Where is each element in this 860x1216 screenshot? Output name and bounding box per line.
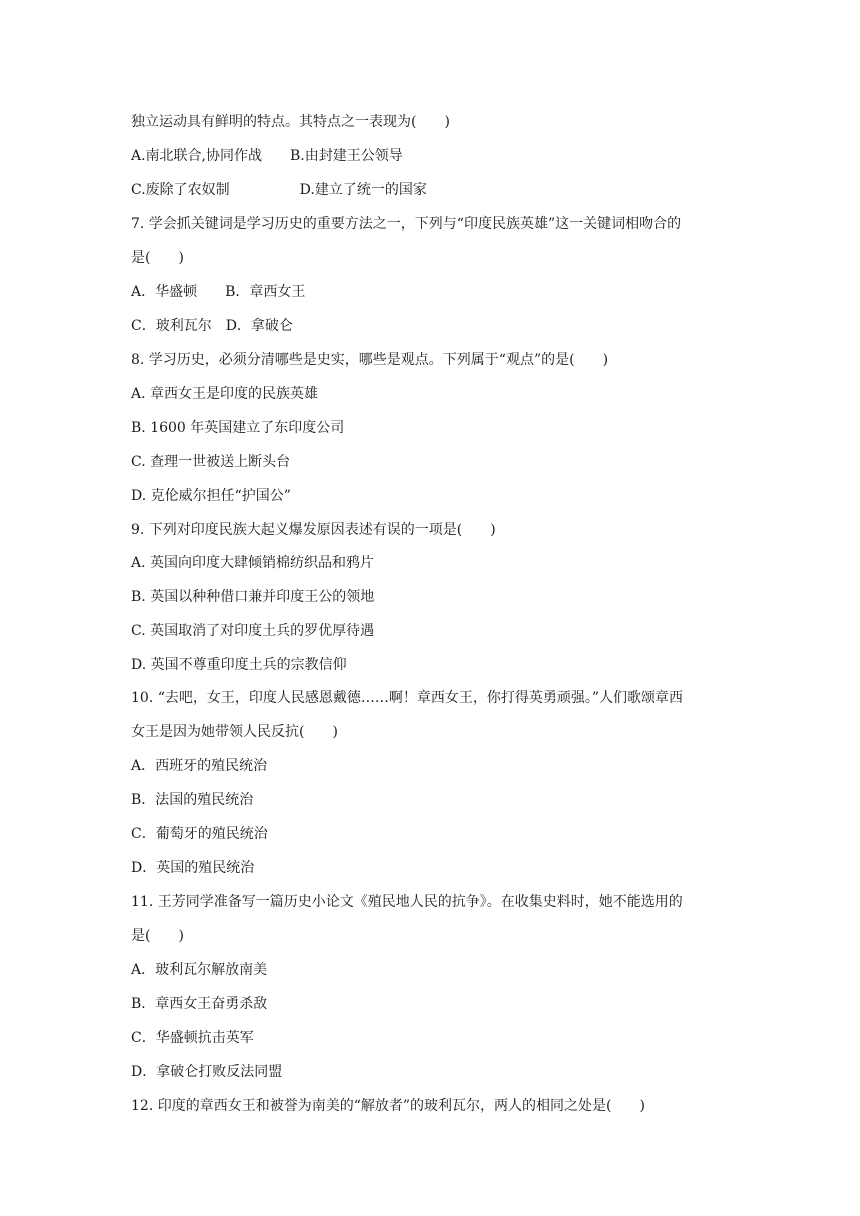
question-8-option-b: B. 1600 年英国建立了东印度公司	[131, 420, 345, 436]
question-9-option-a: A. 英国向印度大肆倾销棉纺织品和鸦片	[131, 555, 375, 571]
question-6-options-cd: C.废除了农奴制 D.建立了统一的国家	[131, 182, 427, 198]
question-10-stem-continued: 女王是因为她带领人民反抗( )	[131, 724, 338, 740]
question-12-stem: 12. 印度的章西女王和被誉为南美的“解放者”的玻利瓦尔，两人的相同之处是( )	[131, 1098, 645, 1114]
question-6-stem-continued: 独立运动具有鲜明的特点。其特点之一表现为( )	[131, 114, 450, 130]
question-7-options-cd: C．玻利瓦尔 D．拿破仑	[131, 318, 293, 334]
question-11-option-b: B．章西女王奋勇杀敌	[131, 996, 268, 1012]
question-9-option-c: C. 英国取消了对印度土兵的罗优厚待遇	[131, 623, 375, 639]
question-11-stem: 11. 王芳同学准备写一篇历史小论文《殖民地人民的抗争》。在收集史料时，她不能选用的	[131, 894, 683, 910]
question-6-options-ab: A.南北联合,协同作战 B.由封建王公领导	[131, 148, 403, 164]
question-7-options-ab: A．华盛顿 B．章西女王	[131, 284, 306, 300]
question-8-option-a: A. 章西女王是印度的民族英雄	[131, 386, 319, 402]
question-11-stem-continued: 是( )	[131, 928, 184, 944]
question-9-stem: 9. 下列对印度民族大起义爆发原因表述有误的一项是( )	[131, 522, 496, 538]
question-10-option-c: C．葡萄牙的殖民统治	[131, 826, 268, 842]
question-7-stem-continued: 是( )	[131, 250, 184, 266]
question-9-option-d: D. 英国不尊重印度土兵的宗教信仰	[131, 657, 347, 673]
question-10-option-b: B．法国的殖民统治	[131, 792, 254, 808]
question-11-option-d: D．拿破仑打败反法同盟	[131, 1064, 283, 1080]
question-8-option-c: C. 查理一世被送上断头台	[131, 454, 291, 470]
question-8-stem: 8. 学习历史，必须分清哪些是史实，哪些是观点。下列属于“观点”的是( )	[131, 352, 609, 368]
question-11-option-a: A．玻利瓦尔解放南美	[131, 962, 268, 978]
question-10-option-d: D．英国的殖民统治	[131, 860, 255, 876]
question-10-option-a: A．西班牙的殖民统治	[131, 758, 268, 774]
question-8-option-d: D. 克伦威尔担任“护国公”	[131, 488, 291, 504]
question-11-option-c: C．华盛顿抗击英军	[131, 1030, 254, 1046]
question-10-stem: 10. “去吧，女王，印度人民感恩戴德……啊！章西女王，你打得英勇顽强。”人们歌颂章西	[131, 690, 684, 706]
question-9-option-b: B. 英国以种种借口兼并印度王公的领地	[131, 589, 375, 605]
question-7-stem: 7. 学会抓关键词是学习历史的重要方法之一，下列与“印度民族英雄”这一关键词相吻合的	[131, 216, 682, 232]
